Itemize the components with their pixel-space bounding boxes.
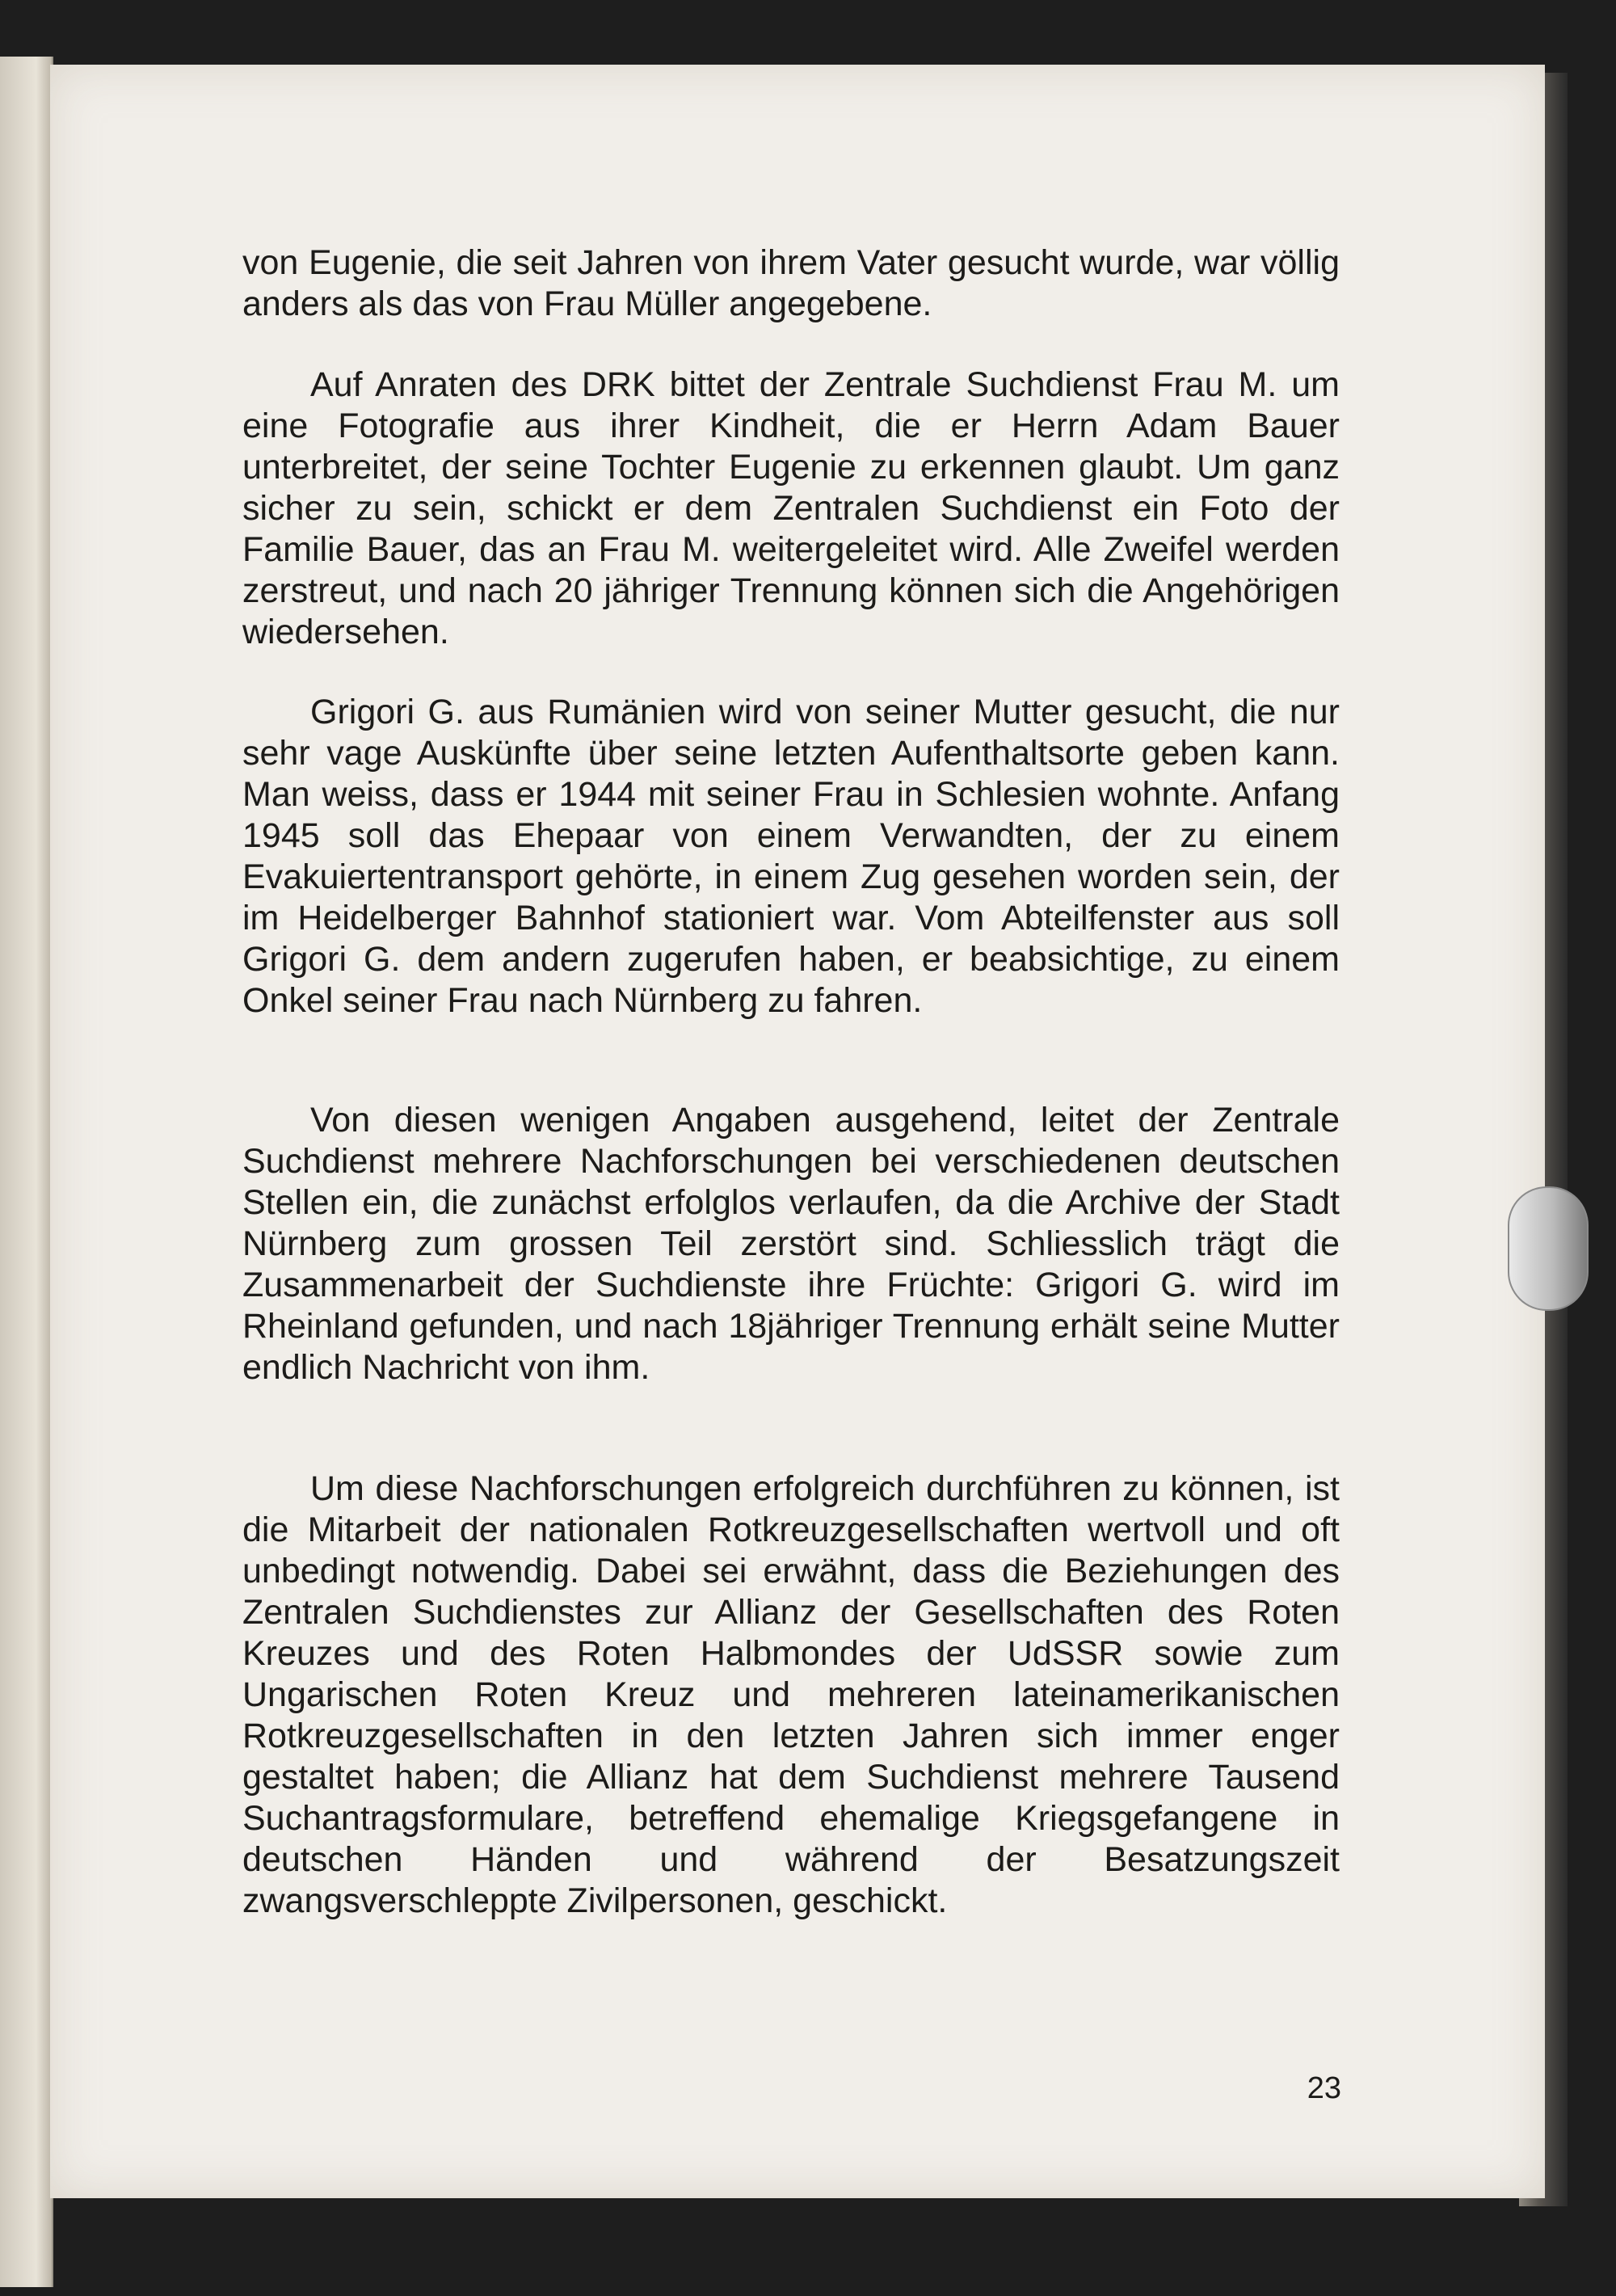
paragraph-4	[242, 1100, 1340, 1388]
paragraph-2-text: Auf Anraten des DRK bittet der Zentrale Suchdienst Frau M. um eine Fotografie aus ihrer Kindheit, die er Herrn Adam Bauer unterbreitet, der seine Tochter Eugenie zu erkennen glaubt. Um ganz sicher zu sein, schickt er dem Zentralen Suchdienst ein Foto der Familie Bauer, das an Frau M. weitergeleitet wird. Alle Zweifel werden zerstreut, und nach 20 jähriger Trennung können sich die Angehörigen wiedersehen.	[242, 365, 1340, 651]
page-number: 23	[1307, 2071, 1341, 2105]
paragraph-3	[242, 692, 1340, 1022]
paragraph-3-text: Grigori G. aus Rumänien wird von seiner Mutter gesucht, die nur sehr vage Auskünfte über seine letzten Aufenthaltsorte geben kann. Man weiss, dass er 1944 mit seiner Frau in Schlesien wohnte. Anfang 1945 soll das Ehepaar von einem Verwandten, der zu einem Evakuiertentransport gehörte, in einem Zug gesehen worden sein, der im Heidelberger Bahnhof stationiert war. Vom Abteilfenster aus soll Grigori G. dem andern zugerufen haben, er beabsichtige, zu einem Onkel seiner Frau nach Nürnberg zu fahren.	[242, 693, 1340, 1020]
paragraph-1-text: von Eugenie, die seit Jahren von ihrem Vater gesucht wurde, war völlig anders als das von Frau Müller angegebene.	[242, 243, 1340, 323]
paragraph-5	[242, 1468, 1340, 1922]
left-page-edge	[0, 57, 53, 2287]
paragraph-2	[242, 364, 1340, 653]
paragraph-5-text: Um diese Nachforschungen erfolgreich durchführen zu können, ist die Mitarbeit der nationalen Rotkreuzgesellschaften wertvoll und oft unbedingt notwendig. Dabei sei erwähnt, dass die Beziehungen des Zentralen Suchdienstes zur Allianz der Gesellschaften des Roten Kreuzes und des Roten Halbmondes der UdSSR sowie zum Ungarischen Roten Kreuz und mehreren lateinamerikanischen Rotkreuzgesellschaften in den letzten Jahren sich immer enger gestaltet haben; die Allianz hat dem Suchdienst mehrere Tausend Suchantragsformulare, betreffend ehemalige Kriegsgefangene in deutschen Händen und während der Besatzungszeit zwangsverschleppte Zivilpersonen, geschickt.	[242, 1469, 1340, 1920]
paragraph-4-text: Von diesen wenigen Angaben ausgehend, leitet der Zentrale Suchdienst mehrere Nachforschungen bei verschiedenen deutschen Stellen ein, die zunächst erfolglos verlaufen, da die Archive der Stadt Nürnberg zum grossen Teil zerstört sind. Schliesslich trägt die Zusammenarbeit der Suchdienste ihre Früchte: Grigori G. wird im Rheinland gefunden, und nach 18jähriger Trennung erhält seine Mutter endlich Nachricht von ihm.	[242, 1101, 1340, 1387]
paragraph-1	[242, 242, 1340, 325]
page-tab-marker	[1508, 1186, 1589, 1311]
